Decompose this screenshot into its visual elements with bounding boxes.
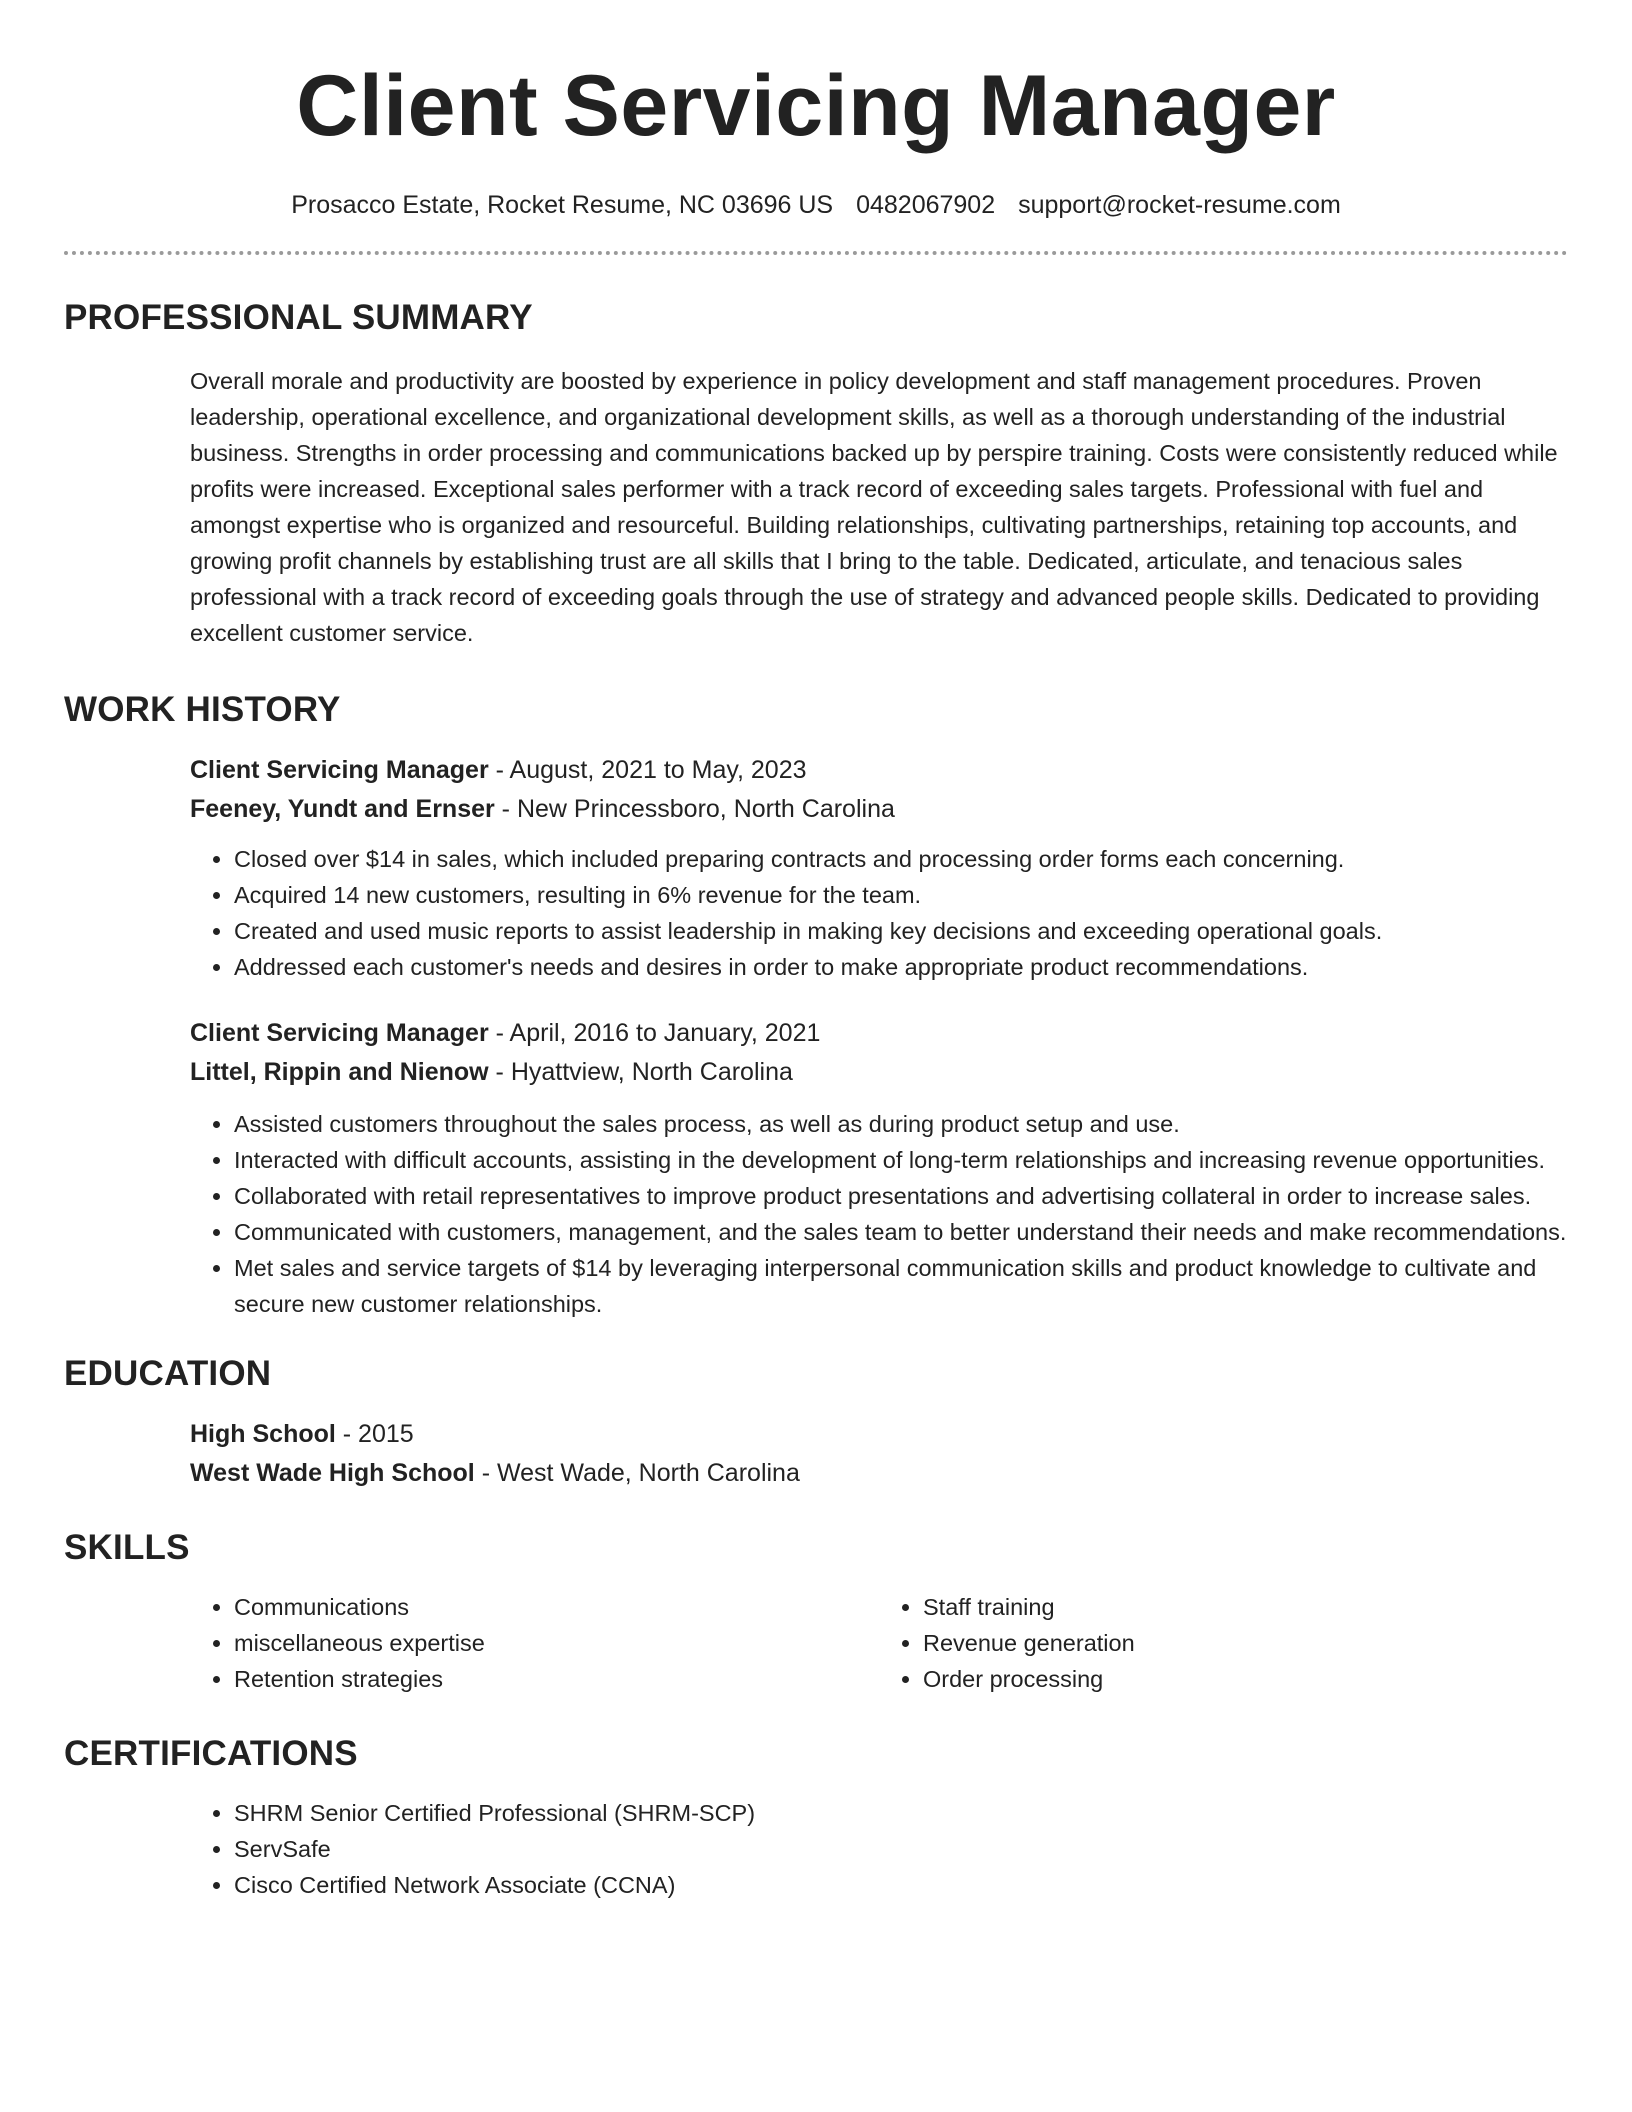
header-divider [64,251,1568,255]
job-company-line [190,1053,1568,1092]
job-role: Client Servicing Manager [190,1019,489,1047]
contact-line [64,190,1568,220]
job-company-line [190,790,1568,829]
job-bullets [190,1106,1568,1322]
summary-text: Overall morale and productivity are boosted by experience in policy development and staff management procedures. Proven leadership, operational excellence, and organizational development skills, as well as a thorough understanding of the industrial business. Strengths in order processing and communications backed up by perspire training. Costs were consistently reduced while profits were increased. Exceptional sales performer with a track record of exceeding sales targets. Professional with fuel and amongst expertise who is organized and resourceful. Building relationships, cultivating partnerships, retaining top accounts, and growing profit channels by establishing trust are all skills that I bring to the table. Dedicated, articulate, and tenacious sales professional with a track record of exceeding goals through the use of strategy and advanced people skills. Dedicated to providing excellent customer service. [190,368,1558,646]
summary-title: PROFESSIONAL SUMMARY [64,298,533,337]
list-item: • Communications [234,1589,879,1625]
education-degree-line [190,1415,1568,1454]
education-entry [190,1415,1568,1493]
list-item: • Collaborated with retail representatives to improve product presentations and advertising collateral in order to increase sales. [234,1178,1568,1214]
skills-grid [190,1589,1568,1697]
job-location: - New Princessboro, North Carolina [494,795,895,823]
certifications-list [190,1795,1568,1903]
education-degree: High School [190,1420,336,1448]
job-entry [190,1014,1568,1322]
job-role-line [190,751,1568,790]
list-item: • Communicated with customers, management, and the sales team to better understand their needs and make recommendations. [234,1214,1568,1250]
list-item: • SHRM Senior Certified Professional (SHRM-SCP) [234,1795,1568,1831]
list-item: • Order processing [923,1661,1568,1697]
skills-list-left [190,1589,879,1697]
list-item: • miscellaneous expertise [234,1625,879,1661]
education-title: EDUCATION [64,1354,272,1393]
job-dates: - April, 2016 to January, 2021 [488,1019,821,1047]
contact-email: support@rocket-resume.com [1018,191,1341,219]
job-dates: - August, 2021 to May, 2023 [488,756,807,784]
job-entry [190,751,1568,985]
list-item: • Met sales and service targets of $14 by leveraging interpersonal communication skills and product knowledge to cultivate and secure new customer relationships. [234,1250,1568,1322]
list-item: • ServSafe [234,1831,1568,1867]
education-year: - 2015 [335,1420,414,1448]
education-location: - West Wade, North Carolina [474,1459,800,1487]
job-location: - Hyattview, North Carolina [488,1058,793,1086]
certifications-title: CERTIFICATIONS [64,1734,358,1773]
list-item: • Addressed each customer's needs and desires in order to make appropriate product recommendations. [234,949,1568,985]
list-item: • Closed over $14 in sales, which included preparing contracts and processing order forms each concerning. [234,841,1568,877]
job-role: Client Servicing Manager [190,756,489,784]
education-school-line [190,1454,1568,1493]
job-company: Littel, Rippin and Nienow [190,1058,489,1086]
list-item: • Revenue generation [923,1625,1568,1661]
work-history-title: WORK HISTORY [64,690,341,729]
contact-phone: 0482067902 [856,191,996,219]
education-school: West Wade High School [190,1459,475,1487]
list-item: • Retention strategies [234,1661,879,1697]
job-company: Feeney, Yundt and Ernser [190,795,495,823]
skills-title: SKILLS [64,1528,190,1567]
skills-list-right [879,1589,1568,1697]
certifications-entry [190,1795,1568,1903]
candidate-name: Client Servicing Manager [296,58,1336,154]
list-item: • Created and used music reports to assist leadership in making key decisions and exceeding operational goals. [234,913,1568,949]
contact-address: Prosacco Estate, Rocket Resume, NC 03696 US [291,191,834,219]
list-item: • Cisco Certified Network Associate (CCNA) [234,1867,1568,1903]
list-item: • Acquired 14 new customers, resulting in 6% revenue for the team. [234,877,1568,913]
job-role-line [190,1014,1568,1053]
job-bullets [190,841,1568,985]
list-item: • Interacted with difficult accounts, assisting in the development of long-term relationships and increasing revenue opportunities. [234,1142,1568,1178]
list-item: • Assisted customers throughout the sales process, as well as during product setup and use. [234,1106,1568,1142]
list-item: • Staff training [923,1589,1568,1625]
